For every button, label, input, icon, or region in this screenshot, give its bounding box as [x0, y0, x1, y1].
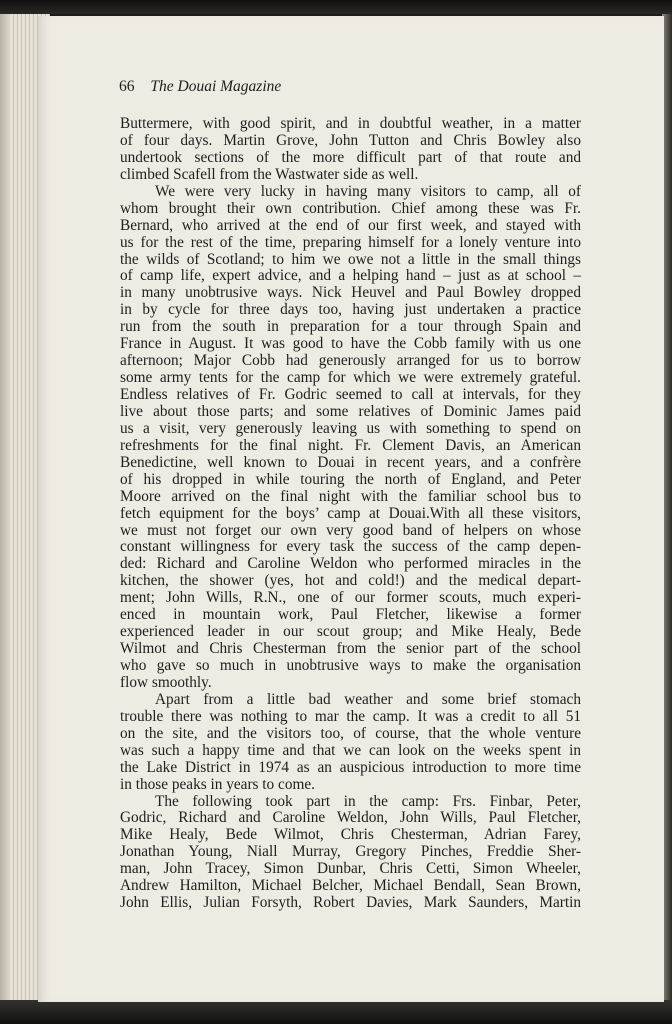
text-line: Benedictine, well known to Douai in recent years, and a confrère [120, 454, 581, 471]
text-line: live about those parts; and some relatives of Dominic James paid [120, 403, 581, 420]
text-line: climbed Scafell from the Wastwater side as well. [120, 166, 419, 183]
text-line: man, John Tracey, Simon Dunbar, Chris Cetti, Simon Wheeler, [120, 861, 581, 878]
text-line: enced in mountain work, Paul Fletcher, likewise a former [120, 607, 581, 624]
text-line: of camp life, expert advice, and a helping hand – just as at school – [120, 268, 581, 285]
text-line: John Ellis, Julian Forsyth, Robert Davies, Mark Saunders, Martin [120, 895, 581, 912]
text-line: in by cycle for three days too, having just undertaken a practice [120, 302, 581, 319]
text-line: on the site, and the visitors too, of course, that the whole venture [120, 725, 581, 742]
text-line: France in August. It was good to have the Cobb family with us one [120, 336, 581, 353]
text-line: Godric, Richard and Caroline Weldon, John Wills, Paul Fletcher, [120, 810, 581, 827]
text-line: the Lake District in 1974 as an auspicious introduction to more time [120, 759, 581, 776]
text-line: us a visit, very generously leaving us with something to spend on [120, 420, 581, 437]
text-line: ment; John Wills, R.N., one of our former scouts, much experi- [120, 590, 581, 607]
text-line: Wilmot and Chris Chesterman from the senior part of the school [120, 641, 581, 658]
text-line: trouble there was nothing to mar the camp. It was a credit to all 51 [120, 708, 581, 725]
text-line: We were very lucky in having many visitors to camp, all of [155, 183, 581, 200]
running-header [119, 78, 281, 96]
text-line: The following took part in the camp: Frs. Finbar, Peter, [155, 793, 581, 810]
text-line: in those peaks in years to come. [120, 776, 315, 793]
text-line: Buttermere, with good spirit, and in doubtful weather, in a matter [120, 116, 581, 132]
text-line: some army tents for the camp for which we were extremely grateful. [120, 370, 581, 387]
text-line: us for the rest of the time, preparing himself for a lonely venture into [120, 234, 581, 251]
text-line: Apart from a little bad weather and some brief stomach [155, 691, 581, 708]
text-line: flow smoothly. [120, 674, 212, 691]
publication-title: The Douai Magazine [150, 78, 282, 95]
text-line: Jonathan Young, Niall Murray, Gregory Pinches, Freddie Sher- [120, 844, 581, 861]
text-line: kitchen, the shower (yes, hot and cold!) and the medical depart- [120, 573, 581, 590]
scan-bottom-border [0, 1000, 672, 1024]
text-line: Mike Healy, Bede Wilmot, Chris Chesterman, Adrian Farey, [120, 827, 581, 844]
text-line: ded: Richard and Caroline Weldon who performed miracles in the [120, 556, 581, 573]
text-line: of four days. Martin Grove, John Tutton and Chris Bowley also [120, 132, 581, 149]
text-line: the wilds of Scotland; to him we owe not a little in the small things [120, 251, 581, 268]
text-line: we must not forget our own very good band of helpers on whose [120, 522, 581, 539]
text-line: afternoon; Major Cobb had generously arranged for us to borrow [120, 353, 581, 370]
text-line: whom brought their own contribution. Chief among these was Fr. [120, 200, 581, 217]
text-line: undertook sections of the more difficult part of that route and [120, 149, 581, 166]
text-line: Moore arrived on the final night with the familiar school bus to [120, 488, 581, 505]
text-line: Bernard, who arrived at the end of our first week, and stayed with [120, 217, 581, 234]
text-line: run from the south in preparation for a tour through Spain and [120, 319, 581, 336]
text-line: who gave so much in unobtrusive ways to make the organisation [120, 658, 581, 674]
text-line: fetch equipment for the boys’ camp at Douai.With all these visitors, [120, 505, 581, 522]
text-line: refreshments for the final night. Fr. Clement Davis, an American [120, 437, 581, 454]
scan-top-border [0, 0, 672, 14]
text-line: of his dropped in while touring the north of England, and Peter [120, 471, 581, 488]
text-line: experienced leader in our scout group; and Mike Healy, Bede [120, 624, 581, 641]
page-number: 66 [119, 78, 135, 95]
text-line: constant willingness for every task the success of the camp depen- [120, 539, 581, 556]
text-line: was such a happy time and that we can look on the weeks spent in [120, 742, 581, 759]
text-line: Endless relatives of Fr. Godric seemed to call at intervals, for they [120, 387, 581, 403]
article-body [120, 116, 581, 912]
text-line: in many unobtrusive ways. Nick Heuvel and Paul Bowley dropped [120, 285, 581, 302]
text-line: Andrew Hamilton, Michael Belcher, Michael Bendall, Sean Brown, [120, 878, 581, 895]
